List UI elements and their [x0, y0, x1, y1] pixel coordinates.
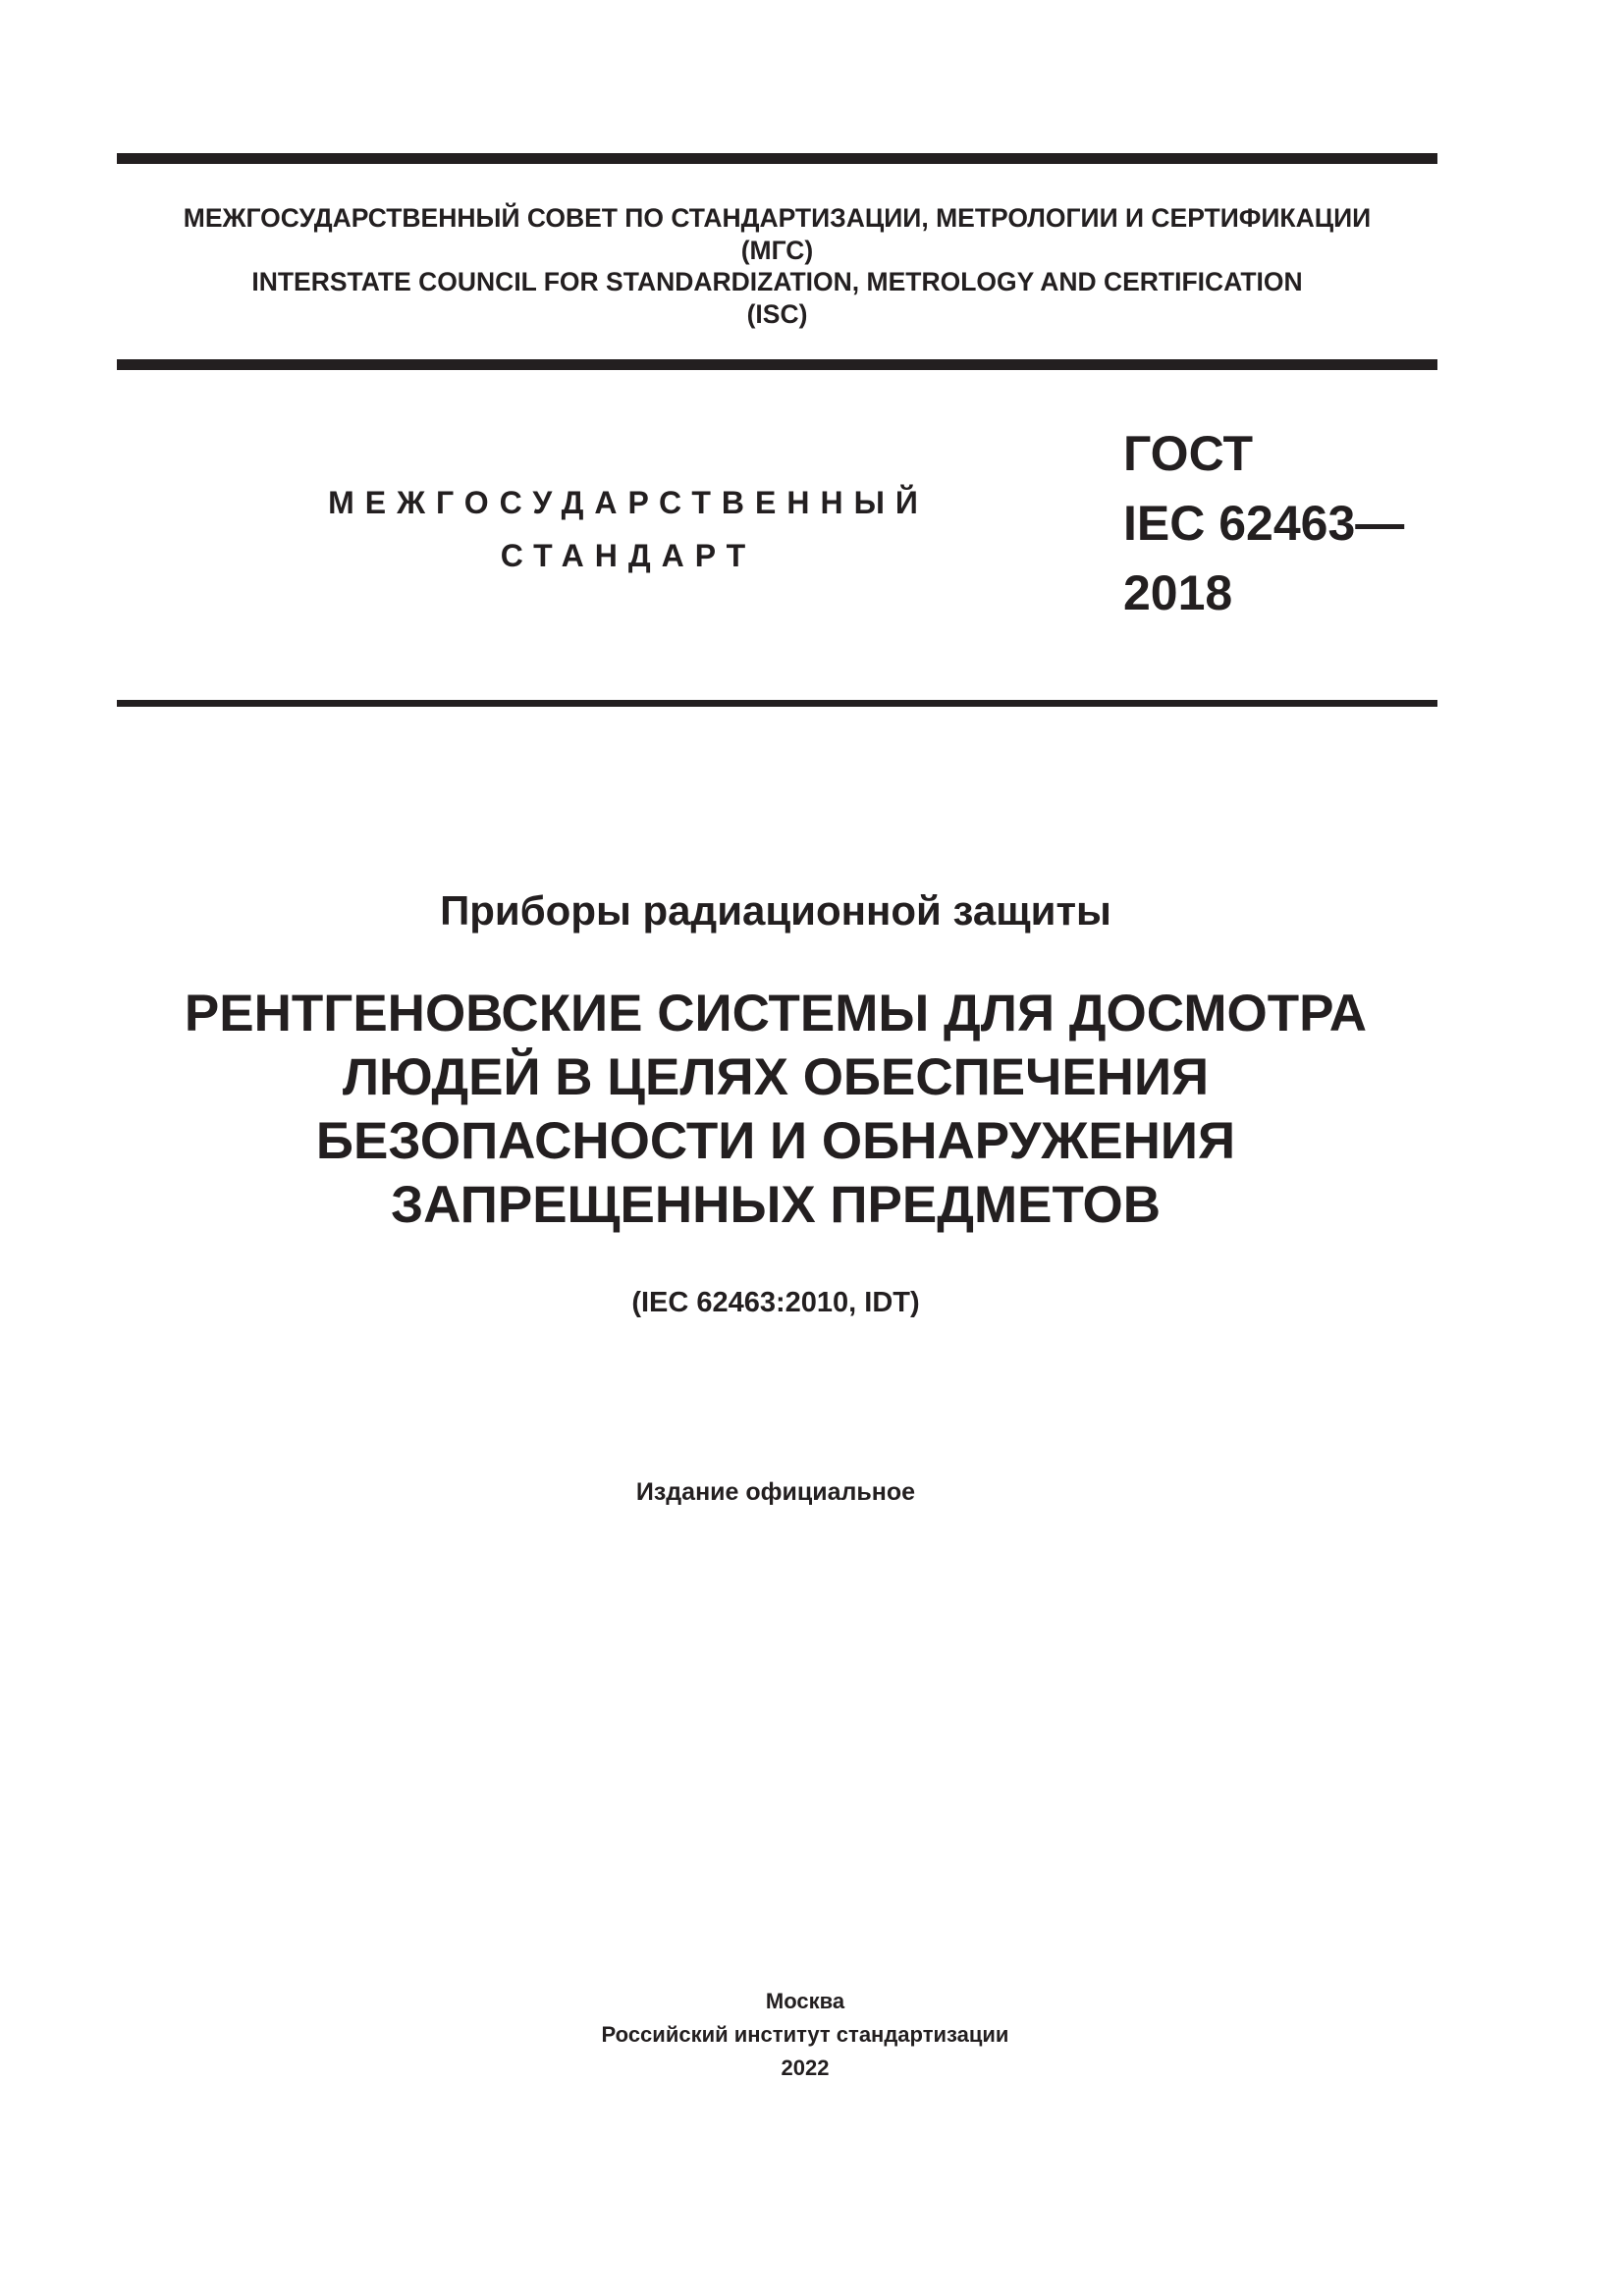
imprint-city: Москва [765, 1989, 845, 2013]
council-name-ru: МЕЖГОСУДАРСТВЕННЫЙ СОВЕТ ПО СТАНДАРТИЗАЦИИ, МЕТРОЛОГИИ И СЕРТИФИКАЦИИ [183, 203, 1372, 233]
council-divider [117, 359, 1437, 370]
iec-reference: (IEC 62463:2010, IDT) [631, 1287, 920, 1318]
council-abbr-ru: (МГС) [740, 235, 814, 265]
council-abbr-en: (ISC) [746, 298, 808, 329]
title-line: РЕНТГЕНОВСКИЕ СИСТЕМЫ ДЛЯ ДОСМОТРА [184, 985, 1368, 1042]
standard-number-line2: IEC 62463— [1123, 496, 1405, 551]
title-line: ЛЮДЕЙ В ЦЕЛЯХ ОБЕСПЕЧЕНИЯ [342, 1048, 1210, 1106]
council-block [117, 202, 1437, 330]
title-line: БЕЗОПАСНОСТИ И ОБНАРУЖЕНИЯ [315, 1112, 1236, 1170]
council-name-en: INTERSTATE COUNCIL FOR STANDARDIZATION, METROLOGY AND CERTIFICATION [251, 267, 1303, 296]
document-subtitle: Приборы радиационной защиты [440, 887, 1111, 934]
standard-number-line1: ГОСТ [1123, 426, 1253, 481]
imprint-publisher: Российский институт стандартизации [601, 2022, 1009, 2047]
standard-number-line3: 2018 [1123, 565, 1233, 620]
imprint-year: 2022 [781, 2056, 830, 2080]
title-line: ЗАПРЕЩЕННЫХ ПРЕДМЕТОВ [390, 1176, 1162, 1234]
top-divider [117, 153, 1437, 164]
document-title [0, 982, 1551, 1237]
edition-note: Издание официальное [635, 1478, 916, 1506]
imprint [0, 1985, 1610, 2085]
standard-kind [255, 476, 1001, 582]
standard-kind-line2: СТАНДАРТ [500, 538, 757, 573]
standard-kind-line1: МЕЖГОСУДАРСТВЕННЫЙ [328, 485, 929, 520]
standard-number [1123, 419, 1404, 628]
header-divider [117, 700, 1437, 707]
